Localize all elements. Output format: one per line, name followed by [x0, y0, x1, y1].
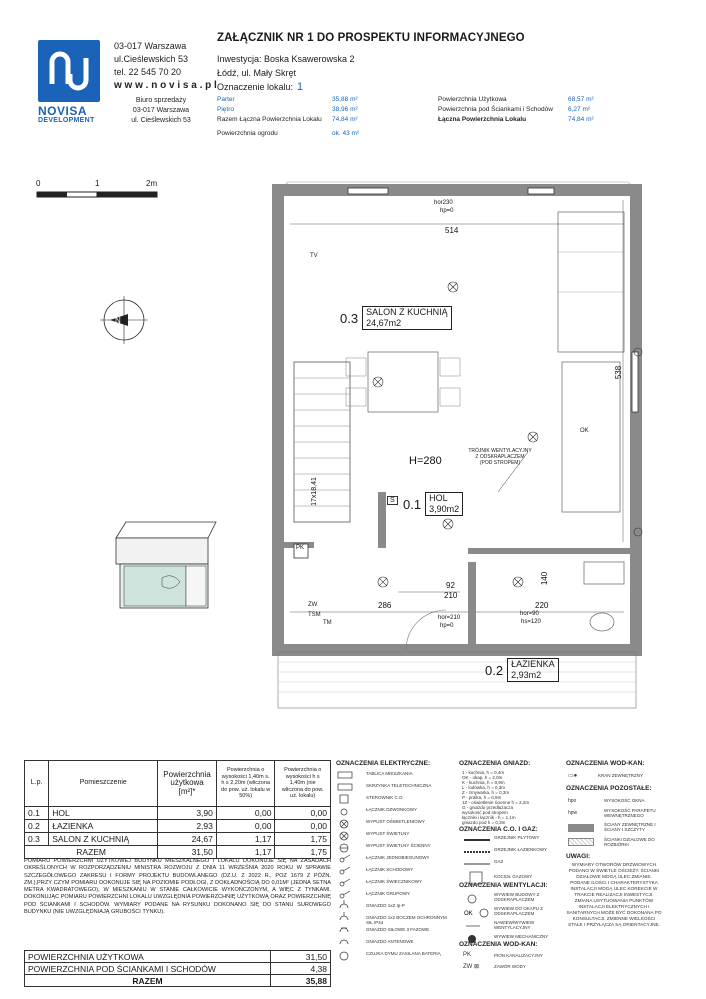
tag-s: S — [387, 496, 398, 505]
legend-item: G - gniazdo przedłużacza — [462, 805, 514, 810]
room-number: 0.2 — [485, 662, 504, 678]
legend-item: Z - zmywarka, h = 0,3m — [462, 790, 510, 795]
legend-item: WYPUST ŚWIETLNY ŚCIENNY — [366, 843, 431, 848]
dim-hp2: hp=0 — [440, 623, 454, 629]
tag-pk: PK — [296, 545, 305, 551]
legend-vent-list — [494, 892, 554, 944]
cell-area-50: 0,00 — [216, 820, 275, 833]
external-wall-swatch — [568, 824, 594, 832]
col-pomieszczenie: Pomieszczenie — [49, 761, 158, 807]
legend-item: WYWIEW BUDOWY Z ODSKRAPLACZEM — [494, 892, 540, 902]
kran-icon: ▭● — [568, 773, 578, 779]
legend-item: ŚCIANY ZEWNĘTRZNE I ŚCIANY I SZCZYTY — [604, 822, 656, 832]
logo-name: NOVISA — [38, 104, 88, 118]
legend-heights-list — [462, 770, 552, 825]
summary-right-value: 68,57 m² — [568, 96, 594, 103]
cell-area-low: 1,75 — [275, 833, 331, 846]
cell-area: 2,93 — [158, 820, 217, 833]
key-plan-thumbnail — [112, 518, 222, 610]
col-pow-140: Powierzchnia o wysokości h s 1,40m (nie wliczona do pow. uż. lokalu) — [275, 761, 331, 807]
scale-label-2: 2m — [146, 179, 158, 188]
svg-text:N: N — [115, 316, 121, 325]
dim-hor: hor230 — [434, 200, 453, 206]
tag-tm: TM — [323, 620, 332, 626]
scale-bar — [36, 190, 162, 200]
table-row — [25, 833, 331, 846]
room-name-box — [425, 492, 463, 516]
summary-left-value: ok. 43 m² — [332, 130, 360, 137]
legend-electrical-title: OZNACZENIA ELEKTRYCZNE: — [336, 760, 431, 767]
dim-right: 538 — [614, 365, 624, 380]
cell-total-label: RAZEM — [25, 846, 158, 859]
tag-tv: TV — [310, 253, 318, 259]
legend-item: WYPUST OŚWIETLENIOWY — [366, 819, 425, 824]
room-name-box — [362, 306, 452, 330]
legend-item: ŁĄCZNIK JEDNOBIEGUNOWY — [366, 855, 430, 860]
document-title: ZAŁĄCZNIK NR 1 DO PROSPEKTU INFORMACYJNEGO — [217, 32, 525, 44]
scale-label-1: 1 — [95, 179, 100, 188]
logo-sub: DEVELOPMENT — [38, 117, 95, 124]
legend-item: GNIAZDO ANTENOWE — [366, 939, 414, 944]
rooms-table-header — [25, 761, 331, 807]
cell-room: SALON Z KUCHNIĄ — [49, 833, 158, 846]
legend-item: CZUJKA DYMU ZASILANA BATERIĄ — [366, 951, 441, 956]
legend-item: łączniki i łącznik - h = 1,1m — [462, 815, 516, 820]
legend-other-title: OZNACZENIA POZOSTAŁE: — [566, 785, 652, 792]
legend-item: GAZ — [494, 859, 504, 864]
ceiling-height: H=280 — [409, 455, 442, 467]
legend-item: STEROWNIK C.O. — [366, 795, 404, 800]
sales-office — [121, 96, 201, 126]
totals-value: 4,38 — [271, 963, 331, 975]
totals-row — [25, 951, 331, 963]
table-total-row — [25, 846, 331, 859]
legend-remarks: WYMIARY OTWORÓW DRZWIOWYCH PODANO W ŚWIETLE OŚCIEŻY. ŚCIANKI DZIAŁOWE MOGĄ ULEC ZMIANIE. PODANE ILOŚCI I CHARAKTERYSTYKA INSTALACJI MOGĄ ULEC KOREKCIE W TRAKCIE REALIZACJI INWESTYCJI. ZMIANA USYTUOWANIA PUNKTÓW INSTALACJI ELEKTRYCZNYCH I SANITARNYCH MOŻE BYĆ DOKONANA PO KONSULTACJI. ZMIENNE WIELKOŚCI STAŁE I PRZYŁĄCZA SĄ ORIENTACYJNE. — [566, 862, 662, 927]
legend-item: KOCIOŁ GAZOWY — [494, 874, 533, 879]
tag-zw: ZW — [308, 602, 318, 608]
legend-item: OK - okap, h = 2,0m — [462, 775, 503, 780]
col-lp: L.p. — [25, 761, 49, 807]
legend-item: WYWIEW DO OKAPU Z ODSKRAPLACZEM — [494, 906, 543, 916]
legend-item: P - pralka, h = 0,9m — [462, 795, 502, 800]
legend-item: WYWIEW MECHANICZNY — [494, 934, 549, 939]
address-line: ul.Cieślewskich 53 — [114, 54, 189, 64]
summary-right-value: 74,84 m² — [568, 116, 594, 123]
pion-icon: PK — [463, 952, 472, 958]
summary-right-label: Powierzchnia pod Ściankami i Schodów — [438, 106, 553, 113]
legend-wodkan2-title: OZNACZENIA WOD-KAN: — [566, 760, 645, 767]
zawor-icon: ZW ⊠ — [463, 964, 480, 970]
legend-item: GNIAZDO SIŁOWE 3 FAZOWE — [366, 927, 430, 932]
legend-item: GRZEJNIK PŁYTOWY — [494, 835, 540, 840]
legend-item: WYSOKOŚĆ PARAPETU WEWNĘTRZNEGO — [604, 808, 656, 818]
legend-item: ŁĄCZNIK ŚWIECZNIKOWY — [366, 879, 423, 884]
legend-item: WYSOKOŚĆ OKNA — [604, 798, 645, 803]
cell-room: HOL — [49, 807, 158, 820]
summary-right-value: 6,27 m² — [568, 106, 591, 113]
dim-stairs: 17x18,41 — [310, 477, 318, 506]
scale-label-0: 0 — [36, 179, 41, 188]
legend-item: WYPUST ŚWIETLNY — [366, 831, 410, 836]
dim-right-lower: 140 — [540, 571, 550, 586]
cell-total-50: 1,17 — [216, 846, 275, 859]
legend-item: 1Z - oświetlenie ścienne h = 2,2m — [462, 800, 530, 805]
room-name: SALON Z KUCHNIĄ — [366, 307, 448, 317]
cell-total-area: 31,50 — [158, 846, 217, 859]
dim-top: 514 — [445, 226, 459, 235]
address-line: 03-017 Warszawa — [114, 41, 187, 51]
legend-vent-title: OZNACZENIA WENTYLACJI: — [459, 882, 548, 889]
legend-wodkan-list — [494, 953, 554, 975]
table-row — [25, 820, 331, 833]
legend-item: L - lodówka, h = 0,3m — [462, 785, 505, 790]
table-row — [25, 807, 331, 820]
room-number: 0.1 — [403, 496, 422, 512]
legend-item: ŁĄCZNIK GRUPOWY — [366, 891, 411, 896]
legend-item: NAWIEW/WYWIEW WENTYLACYJNY — [494, 920, 535, 930]
totals-table — [24, 950, 331, 987]
dim-hp: hp=0 — [440, 208, 454, 214]
legend-item: ŚCIANKI DZIAŁOWE DO ROZBIÓRKI — [604, 837, 655, 847]
legend-wodkan-title: OZNACZENIA WOD-KAN: — [459, 941, 538, 948]
room-name-box — [507, 658, 559, 682]
room-badge-hol — [403, 492, 463, 516]
totals-label: RAZEM — [25, 975, 271, 987]
summary-left-value: 35,88 m² — [332, 96, 358, 103]
col-pow-140-220: Powierzchnia o wysokości 1,40m s. h s 2,20m (wliczona do pow. uż. lokalu w 50%) — [216, 761, 275, 807]
rooms-table — [24, 760, 331, 859]
legend-item: ŁĄCZNIK SCHODOWY — [366, 867, 414, 872]
legend-vent-symbols — [462, 892, 492, 948]
window-height-icon: hpo — [568, 798, 577, 804]
unit-label: Oznaczenie lokalu: — [217, 82, 294, 92]
investment-location: Łódź, ul. Mały Skręt — [217, 68, 297, 78]
cell-lp: 0.3 — [25, 833, 49, 846]
totals-label: POWIERZCHNIA UŻYTKOWA — [25, 951, 271, 963]
legend-remarks-title: UWAGI: — [566, 853, 591, 860]
legend-item: 1 - kuchnia, h = 0,4m — [462, 770, 505, 775]
legend-item: GRZEJNIK ŁAZIENKOWY — [494, 847, 548, 852]
room-number: 0.3 — [340, 310, 359, 326]
legend-item: gniazdo pod h = 0,3m — [462, 820, 506, 825]
sales-line: ul. Cieślewskich 53 — [131, 117, 191, 124]
totals-value: 35,88 — [271, 975, 331, 987]
sales-line: 03-017 Warszawa — [132, 107, 190, 114]
summary-left-value: 38,96 m² — [332, 106, 358, 113]
room-badge-lazienka — [485, 658, 559, 682]
dim-hor2: hor=210 — [438, 615, 461, 621]
legend-item: KRAN ZEWNĘTRZNY — [598, 773, 643, 778]
legend-item: ŁĄCZNIK DZWONKOWY — [366, 807, 418, 812]
logo-mark-icon — [38, 40, 100, 102]
company-address — [114, 40, 217, 92]
cell-area-50: 1,17 — [216, 833, 275, 846]
vent-note-line: TRÓJNIK WENTYLACYJNY — [468, 448, 532, 454]
vent-note-line: (POD STROPEM) — [479, 460, 521, 466]
tag-tsm: TSM — [308, 612, 321, 618]
legend-heat-list — [494, 835, 554, 883]
dim-hor3: hor=90 — [520, 611, 539, 617]
cell-area-low: 0,00 — [275, 820, 331, 833]
legend-item: TABLICA MIESZKANIA — [366, 771, 413, 776]
cell-room: ŁAZIENKA — [49, 820, 158, 833]
summary-left-label: Razem Łączna Powierzchnia Lokalu — [217, 116, 322, 123]
legend-item: SKRZYNKA TELETECHNICZNA — [366, 783, 432, 788]
totals-value: 31,50 — [271, 951, 331, 963]
cell-total-low: 1,75 — [275, 846, 331, 859]
legend-item: GNIAZDO 1x2 BOCZEM OCHRONNYM SIŁ IP44 — [366, 915, 447, 925]
unit-number: 1 — [297, 81, 304, 93]
address-line: tel. 22 545 70 20 — [114, 67, 182, 77]
totals-row — [25, 963, 331, 975]
novisa-logo — [38, 40, 100, 102]
totals-label: POWIERZCHNIA POD ŚCIANKAMI I SCHODÓW — [25, 963, 271, 975]
dim-door-h: 210 — [444, 591, 458, 600]
summary-left-label: Parter — [217, 96, 235, 103]
sill-height-icon: hpw — [568, 810, 578, 816]
room-area: 3,90m2 — [429, 504, 460, 514]
vent-note — [460, 448, 540, 466]
cell-area: 3,90 — [158, 807, 217, 820]
legend-item: ZAWÓR WODY — [494, 964, 526, 969]
dim-door: 92 — [446, 581, 455, 590]
legend-item: K - kuchnia, h = 0,9m — [462, 780, 505, 785]
summary-right-label: Powierzchnia Użytkowa — [438, 96, 507, 103]
room-area: 2,93m2 — [511, 670, 542, 680]
investment-name: Inwestycja: Boska Ksawerowska 2 — [217, 54, 355, 64]
sales-line: Biuro sprzedaży — [135, 97, 187, 104]
legend-heights-title: OZNACZENIA GNIAZD: — [459, 760, 531, 767]
vent-note-line: Z ODSKRAPLACZEM — [475, 454, 525, 460]
summary-left-label: Powierzchnia ogrodu — [217, 130, 278, 137]
room-name: ŁAZIENKA — [511, 659, 555, 669]
legend-heat-symbols — [462, 836, 492, 888]
cell-lp: 0.1 — [25, 807, 49, 820]
col-pow-uzytkowa: Powierzchnia użytkowa [m²]* — [158, 761, 217, 807]
floor-plan — [228, 152, 688, 712]
summary-right-label: Łączna Powierzchnia Lokalu — [438, 116, 527, 123]
dim-bottom-right: 220 — [535, 601, 549, 610]
legend-heat-title: OZNACZENIA C.O. I GAZ: — [459, 826, 538, 833]
room-area: 24,67m2 — [366, 318, 402, 328]
legend-electrical-symbols — [336, 771, 364, 965]
investment-info — [217, 52, 355, 94]
cell-lp: 0.2 — [25, 820, 49, 833]
partition-swatch — [568, 838, 594, 846]
legend-item: GNIAZDO 1xZ Ip-P — [366, 903, 405, 908]
totals-row — [25, 975, 331, 987]
cell-area-50: 0,00 — [216, 807, 275, 820]
summary-left-label: Piętro — [217, 106, 234, 113]
cell-area: 24,67 — [158, 833, 217, 846]
room-name: HOL — [429, 493, 448, 503]
summary-left-value: 74,84 m² — [332, 116, 358, 123]
north-arrow-icon — [100, 296, 150, 346]
legend-item: wysokość pod stropem — [462, 810, 508, 815]
cell-area-low: 0,00 — [275, 807, 331, 820]
room-badge-salon — [340, 306, 452, 330]
legend-item: PION KANALIZACYJNY — [494, 953, 543, 958]
svg-text:OK: OK — [464, 911, 473, 917]
tag-ok: OK — [580, 428, 589, 434]
dim-hs: hs=120 — [521, 619, 541, 625]
website-link[interactable]: w w w . n o v i s a . p l — [114, 80, 217, 91]
dim-bottom-left: 286 — [378, 601, 392, 610]
measurement-note: POMIARU POWIERZCHNI UŻYTKOWEJ BUDYNKU MIESZKALNEGO I LOKALU DOKONUJE SIĘ NA ZASADACH OKREŚLONYCH W ROZPORZĄDZENIU MINISTRA ROZWOJU Z DNIA 11 WRZEŚNIA 2020 ROKU W SPRAWIE SZCZEGÓŁOWEGO ZAKRESU I FORMY PROJEKTU BUDOWLANEGO (DZ.U. Z 2022 R., POZ 1679 Z PÓŹN. ZM.),PRZY CZYM POMIARU DOKONUJE SIĘ NA POZIOMIE PODŁOGI, Z DOKŁADNOŚCIĄ DO 0,01M² (JEDNA SETNA METRA KWADRATOWEGO), W MIESZKANIU W STANIE CAŁKOWICIE WYKOŃCZONYM, A WIĘC Z TYNKAMI. DOKONUJĄC POMIARU POWIERZCHNI LOKALU UWZGLĘDNIA POWIERZCHNIĘ UŻYTKOWĄ ORAZ POWIERZCHNIĘ POD ŚCIANKAMI I SCHODÓW. WYMIARY PODANE NA RYSUNKU DOKONANO SIĘ DO STANU SUROWEGO BUDYNKU (NIE UWZGLĘDNIAJĄ GRUBOŚCI TYNKU). — [24, 858, 331, 916]
